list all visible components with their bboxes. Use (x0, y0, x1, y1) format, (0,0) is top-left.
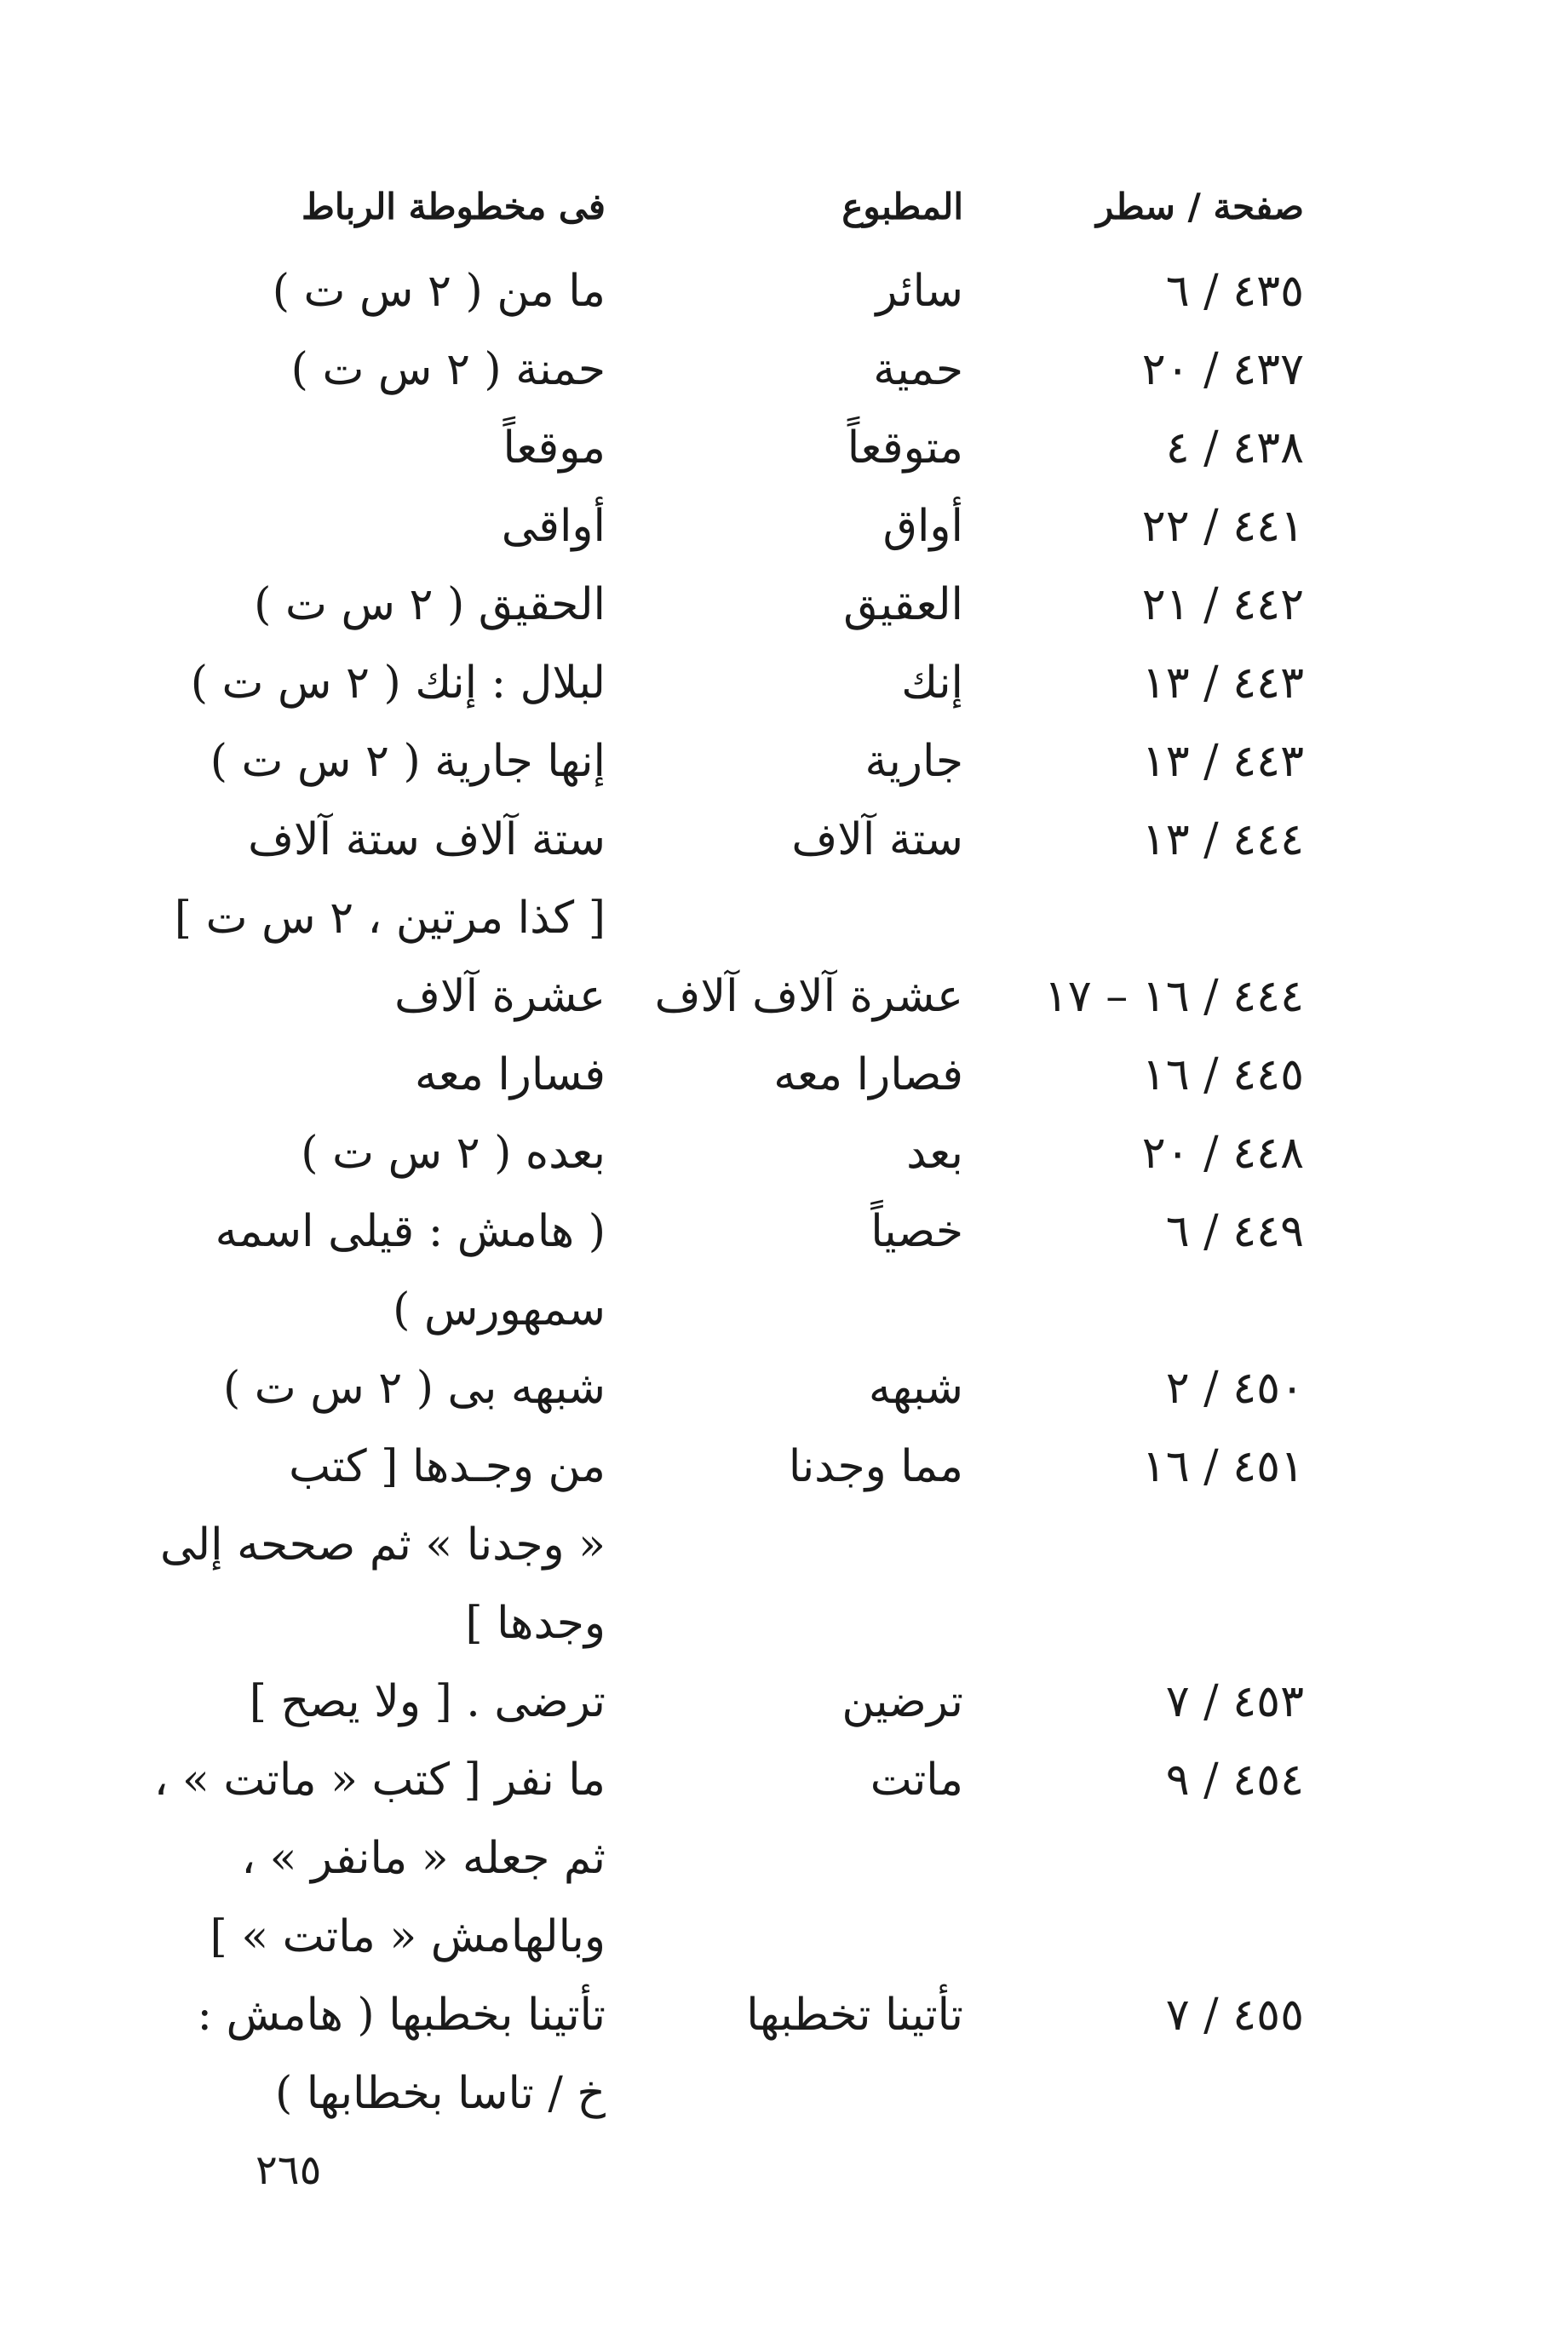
row-manuscript-line: حمنة ( ٢ س ت ) (290, 344, 606, 395)
page-number: ٢٦٥ (256, 2146, 322, 2194)
row-ref: ٤٥٤ / ٩ (1165, 1755, 1304, 1806)
row-printed: عشرة آلاف آلاف (654, 971, 963, 1022)
row-manuscript-line: وجدها ] (465, 1598, 606, 1649)
row-ref: ٤٣٧ / ٢٠ (1141, 344, 1304, 395)
row-printed: تأتينا تخطبها (746, 1990, 963, 2041)
row-manuscript-line: بعده ( ٢ س ت ) (301, 1128, 606, 1179)
row-ref: ٤٤٣ / ١٣ (1141, 736, 1304, 787)
row-manuscript-line: ما نفر [ كتب « ماتت » ، (153, 1755, 606, 1806)
row-ref: ٤٤٤ / ١٦ – ١٧ (1043, 971, 1304, 1022)
row-manuscript-line: إنها جارية ( ٢ س ت ) (210, 736, 606, 787)
row-manuscript-line: وبالهامش « ماتت » ] (210, 1911, 606, 1962)
row-ref: ٤٤٢ / ٢١ (1141, 579, 1304, 630)
header-ref: صفحة / سطر (1096, 186, 1304, 227)
row-printed: ستة آلاف (791, 814, 963, 865)
row-manuscript-line: [ كذا مرتين ، ٢ س ت ] (174, 893, 606, 944)
row-ref: ٤٥٥ / ٧ (1165, 1990, 1304, 2041)
row-printed: إنك (901, 658, 963, 709)
row-ref: ٤٤٣ / ١٣ (1141, 658, 1304, 709)
row-ref: ٤٣٨ / ٤ (1165, 422, 1304, 474)
row-ref: ٤٤٨ / ٢٠ (1141, 1128, 1304, 1179)
row-ref: ٤٤٤ / ١٣ (1141, 814, 1304, 865)
row-printed: ترضين (841, 1676, 963, 1727)
row-manuscript-line: أواقى (501, 501, 606, 552)
row-printed: متوقعاً (847, 422, 963, 474)
row-printed: خصياً (870, 1206, 963, 1257)
row-manuscript-line: من وجـدها [ كتب (289, 1441, 606, 1492)
row-printed: بعد (906, 1128, 963, 1179)
row-manuscript-line: عشرة آلاف (394, 971, 606, 1022)
row-ref: ٤٤٩ / ٦ (1165, 1206, 1304, 1257)
row-manuscript-line: ثم جعله « مانفر » ، (241, 1833, 606, 1884)
row-printed: سائر (876, 266, 963, 317)
row-manuscript-line: سمهورس ) (393, 1284, 606, 1335)
row-printed: العقيق (843, 579, 963, 630)
row-printed: شبهه (868, 1363, 963, 1414)
row-manuscript-line: شبهه بى ( ٢ س ت ) (222, 1363, 606, 1414)
row-printed: مما وجدنا (788, 1441, 963, 1492)
row-manuscript-line: فسارا معه (415, 1049, 606, 1100)
row-printed: حمية (873, 344, 963, 395)
header-printed: المطبوع (841, 186, 963, 227)
row-manuscript-line: ( هامش : قيلى اسمه (215, 1206, 606, 1257)
row-printed: ماتت (870, 1755, 963, 1806)
row-manuscript-line: لبلال : إنك ( ٢ س ت ) (190, 658, 606, 709)
row-manuscript-line: موقعاً (503, 422, 606, 474)
row-manuscript-line: ما من ( ٢ س ت ) (272, 266, 606, 317)
row-manuscript-line: تأتينا بخطبها ( هامش : (197, 1990, 606, 2041)
row-ref: ٤٥١ / ١٦ (1141, 1441, 1304, 1492)
row-ref: ٤٥٣ / ٧ (1165, 1676, 1304, 1727)
row-manuscript-line: خ / تاسا بخطابها ) (274, 2068, 606, 2119)
row-printed: جارية (864, 736, 963, 787)
row-manuscript-line: « وجدنا » ثم صححه إلى (159, 1519, 606, 1571)
row-ref: ٤٤١ / ٢٢ (1141, 501, 1304, 552)
row-printed: فصارا معه (773, 1049, 963, 1100)
header-manuscript: فى مخطوطة الرباط (302, 186, 606, 227)
row-manuscript-line: الحقيق ( ٢ س ت ) (254, 579, 606, 630)
row-ref: ٤٤٥ / ١٦ (1141, 1049, 1304, 1100)
row-printed: أواق (882, 501, 963, 552)
row-ref: ٤٥٠ / ٢ (1165, 1363, 1304, 1414)
row-manuscript-line: ستة آلاف ستة آلاف (248, 814, 606, 865)
row-ref: ٤٣٥ / ٦ (1165, 266, 1304, 317)
row-manuscript-line: ترضى . [ ولا يصح ] (249, 1676, 606, 1727)
